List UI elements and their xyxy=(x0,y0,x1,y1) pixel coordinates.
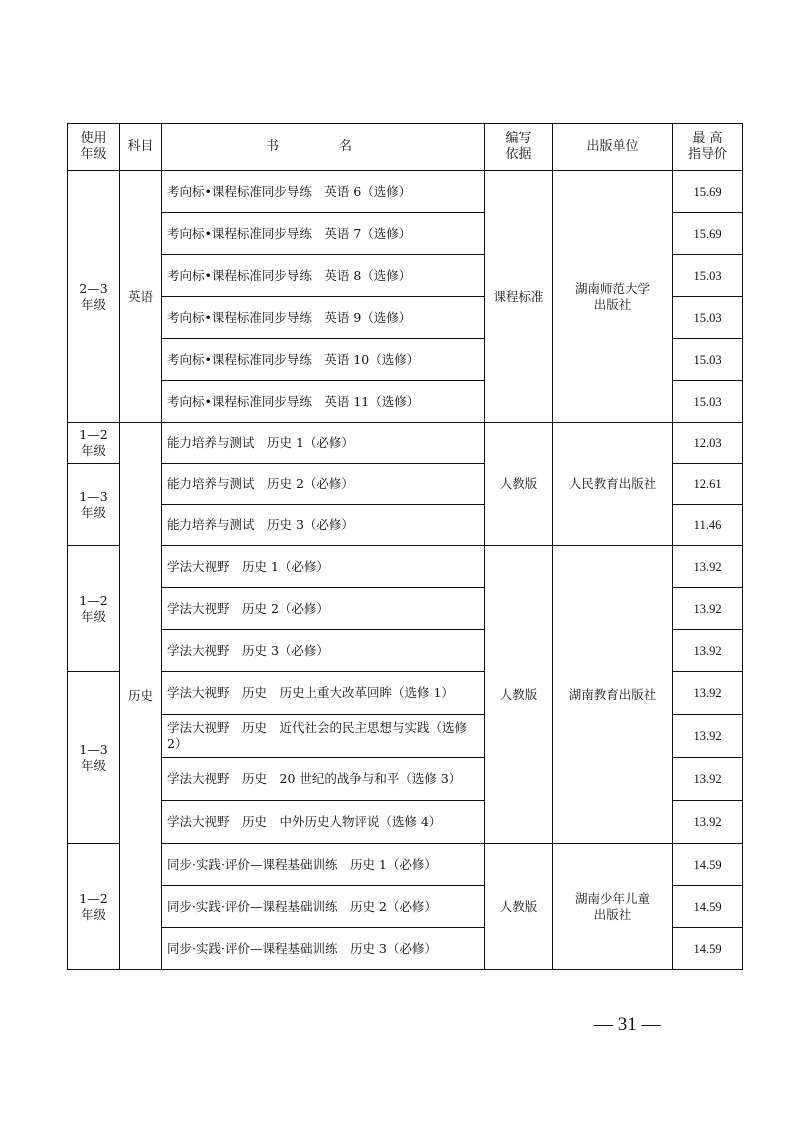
book-title: 能力培养与测试 历史 2（必修） xyxy=(162,464,485,505)
table-row xyxy=(68,546,743,588)
publisher-cell: 湖南教育出版社 xyxy=(553,546,673,844)
table-header-row xyxy=(68,124,743,171)
book-title: 同步·实践·评价—课程基础训练 历史 3（必修） xyxy=(162,928,485,970)
header-subject: 科目 xyxy=(120,124,162,171)
publisher-cell: 人民教育出版社 xyxy=(553,423,673,546)
price-cell: 12.03 xyxy=(673,423,743,464)
table-row xyxy=(68,423,743,464)
price-cell: 11.46 xyxy=(673,505,743,546)
subject-cell: 英语 xyxy=(120,171,162,423)
page-number: — 31 — xyxy=(594,1014,661,1035)
grade-cell: 1—3 年级 xyxy=(68,464,120,546)
price-cell: 13.92 xyxy=(673,758,743,801)
price-cell: 13.92 xyxy=(673,630,743,672)
price-cell: 15.03 xyxy=(673,381,743,423)
basis-cell: 人教版 xyxy=(485,546,553,844)
publisher-cell: 湖南少年儿童 出版社 xyxy=(553,844,673,970)
price-cell: 13.92 xyxy=(673,588,743,630)
price-cell: 13.92 xyxy=(673,801,743,844)
book-title: 学法大视野 历史 3（必修） xyxy=(162,630,485,672)
book-title: 同步·实践·评价—课程基础训练 历史 1（必修） xyxy=(162,844,485,886)
header-publisher: 出版单位 xyxy=(553,124,673,171)
textbook-price-table xyxy=(67,123,743,970)
basis-cell: 人教版 xyxy=(485,844,553,970)
basis-cell: 人教版 xyxy=(485,423,553,546)
price-cell: 14.59 xyxy=(673,844,743,886)
book-title: 考向标•课程标准同步导练 英语 7（选修） xyxy=(162,213,485,255)
price-cell: 13.92 xyxy=(673,672,743,715)
book-title: 能力培养与测试 历史 3（必修） xyxy=(162,505,485,546)
book-title: 考向标•课程标准同步导练 英语 6（选修） xyxy=(162,171,485,213)
book-title: 考向标•课程标准同步导练 英语 10（选修） xyxy=(162,339,485,381)
grade-cell: 1—2 年级 xyxy=(68,423,120,464)
header-basis: 编写 依据 xyxy=(485,124,553,171)
header-price: 最 高 指导价 xyxy=(673,124,743,171)
basis-cell: 课程标准 xyxy=(485,171,553,423)
book-title: 学法大视野 历史 历史上重大改革回眸（选修 1） xyxy=(162,672,485,715)
grade-cell: 1—2 年级 xyxy=(68,844,120,970)
book-title: 学法大视野 历史 中外历史人物评说（选修 4） xyxy=(162,801,485,844)
book-title: 能力培养与测试 历史 1（必修） xyxy=(162,423,485,464)
price-cell: 15.69 xyxy=(673,171,743,213)
price-cell: 13.92 xyxy=(673,546,743,588)
price-cell: 14.59 xyxy=(673,928,743,970)
book-title: 学法大视野 历史 20 世纪的战争与和平（选修 3） xyxy=(162,758,485,801)
book-title: 学法大视野 历史 2（必修） xyxy=(162,588,485,630)
header-title: 书 名 xyxy=(162,124,485,171)
price-cell: 15.03 xyxy=(673,339,743,381)
book-title: 考向标•课程标准同步导练 英语 9（选修） xyxy=(162,297,485,339)
grade-cell: 2—3 年级 xyxy=(68,171,120,423)
header-grade: 使用 年级 xyxy=(68,124,120,171)
price-cell: 12.61 xyxy=(673,464,743,505)
book-title: 考向标•课程标准同步导练 英语 11（选修） xyxy=(162,381,485,423)
price-cell: 15.03 xyxy=(673,297,743,339)
price-cell: 14.59 xyxy=(673,886,743,928)
table-row xyxy=(68,844,743,886)
price-cell: 15.03 xyxy=(673,255,743,297)
book-title: 学法大视野 历史 近代社会的民主思想与实践（选修 2） xyxy=(162,715,485,758)
grade-cell: 1—3 年级 xyxy=(68,672,120,844)
book-title: 同步·实践·评价—课程基础训练 历史 2（必修） xyxy=(162,886,485,928)
book-title: 学法大视野 历史 1（必修） xyxy=(162,546,485,588)
publisher-cell: 湖南师范大学 出版社 xyxy=(553,171,673,423)
price-cell: 15.69 xyxy=(673,213,743,255)
grade-cell: 1—2 年级 xyxy=(68,546,120,672)
table-row xyxy=(68,171,743,213)
book-title: 考向标•课程标准同步导练 英语 8（选修） xyxy=(162,255,485,297)
subject-cell: 历史 xyxy=(120,423,162,970)
price-cell: 13.92 xyxy=(673,715,743,758)
